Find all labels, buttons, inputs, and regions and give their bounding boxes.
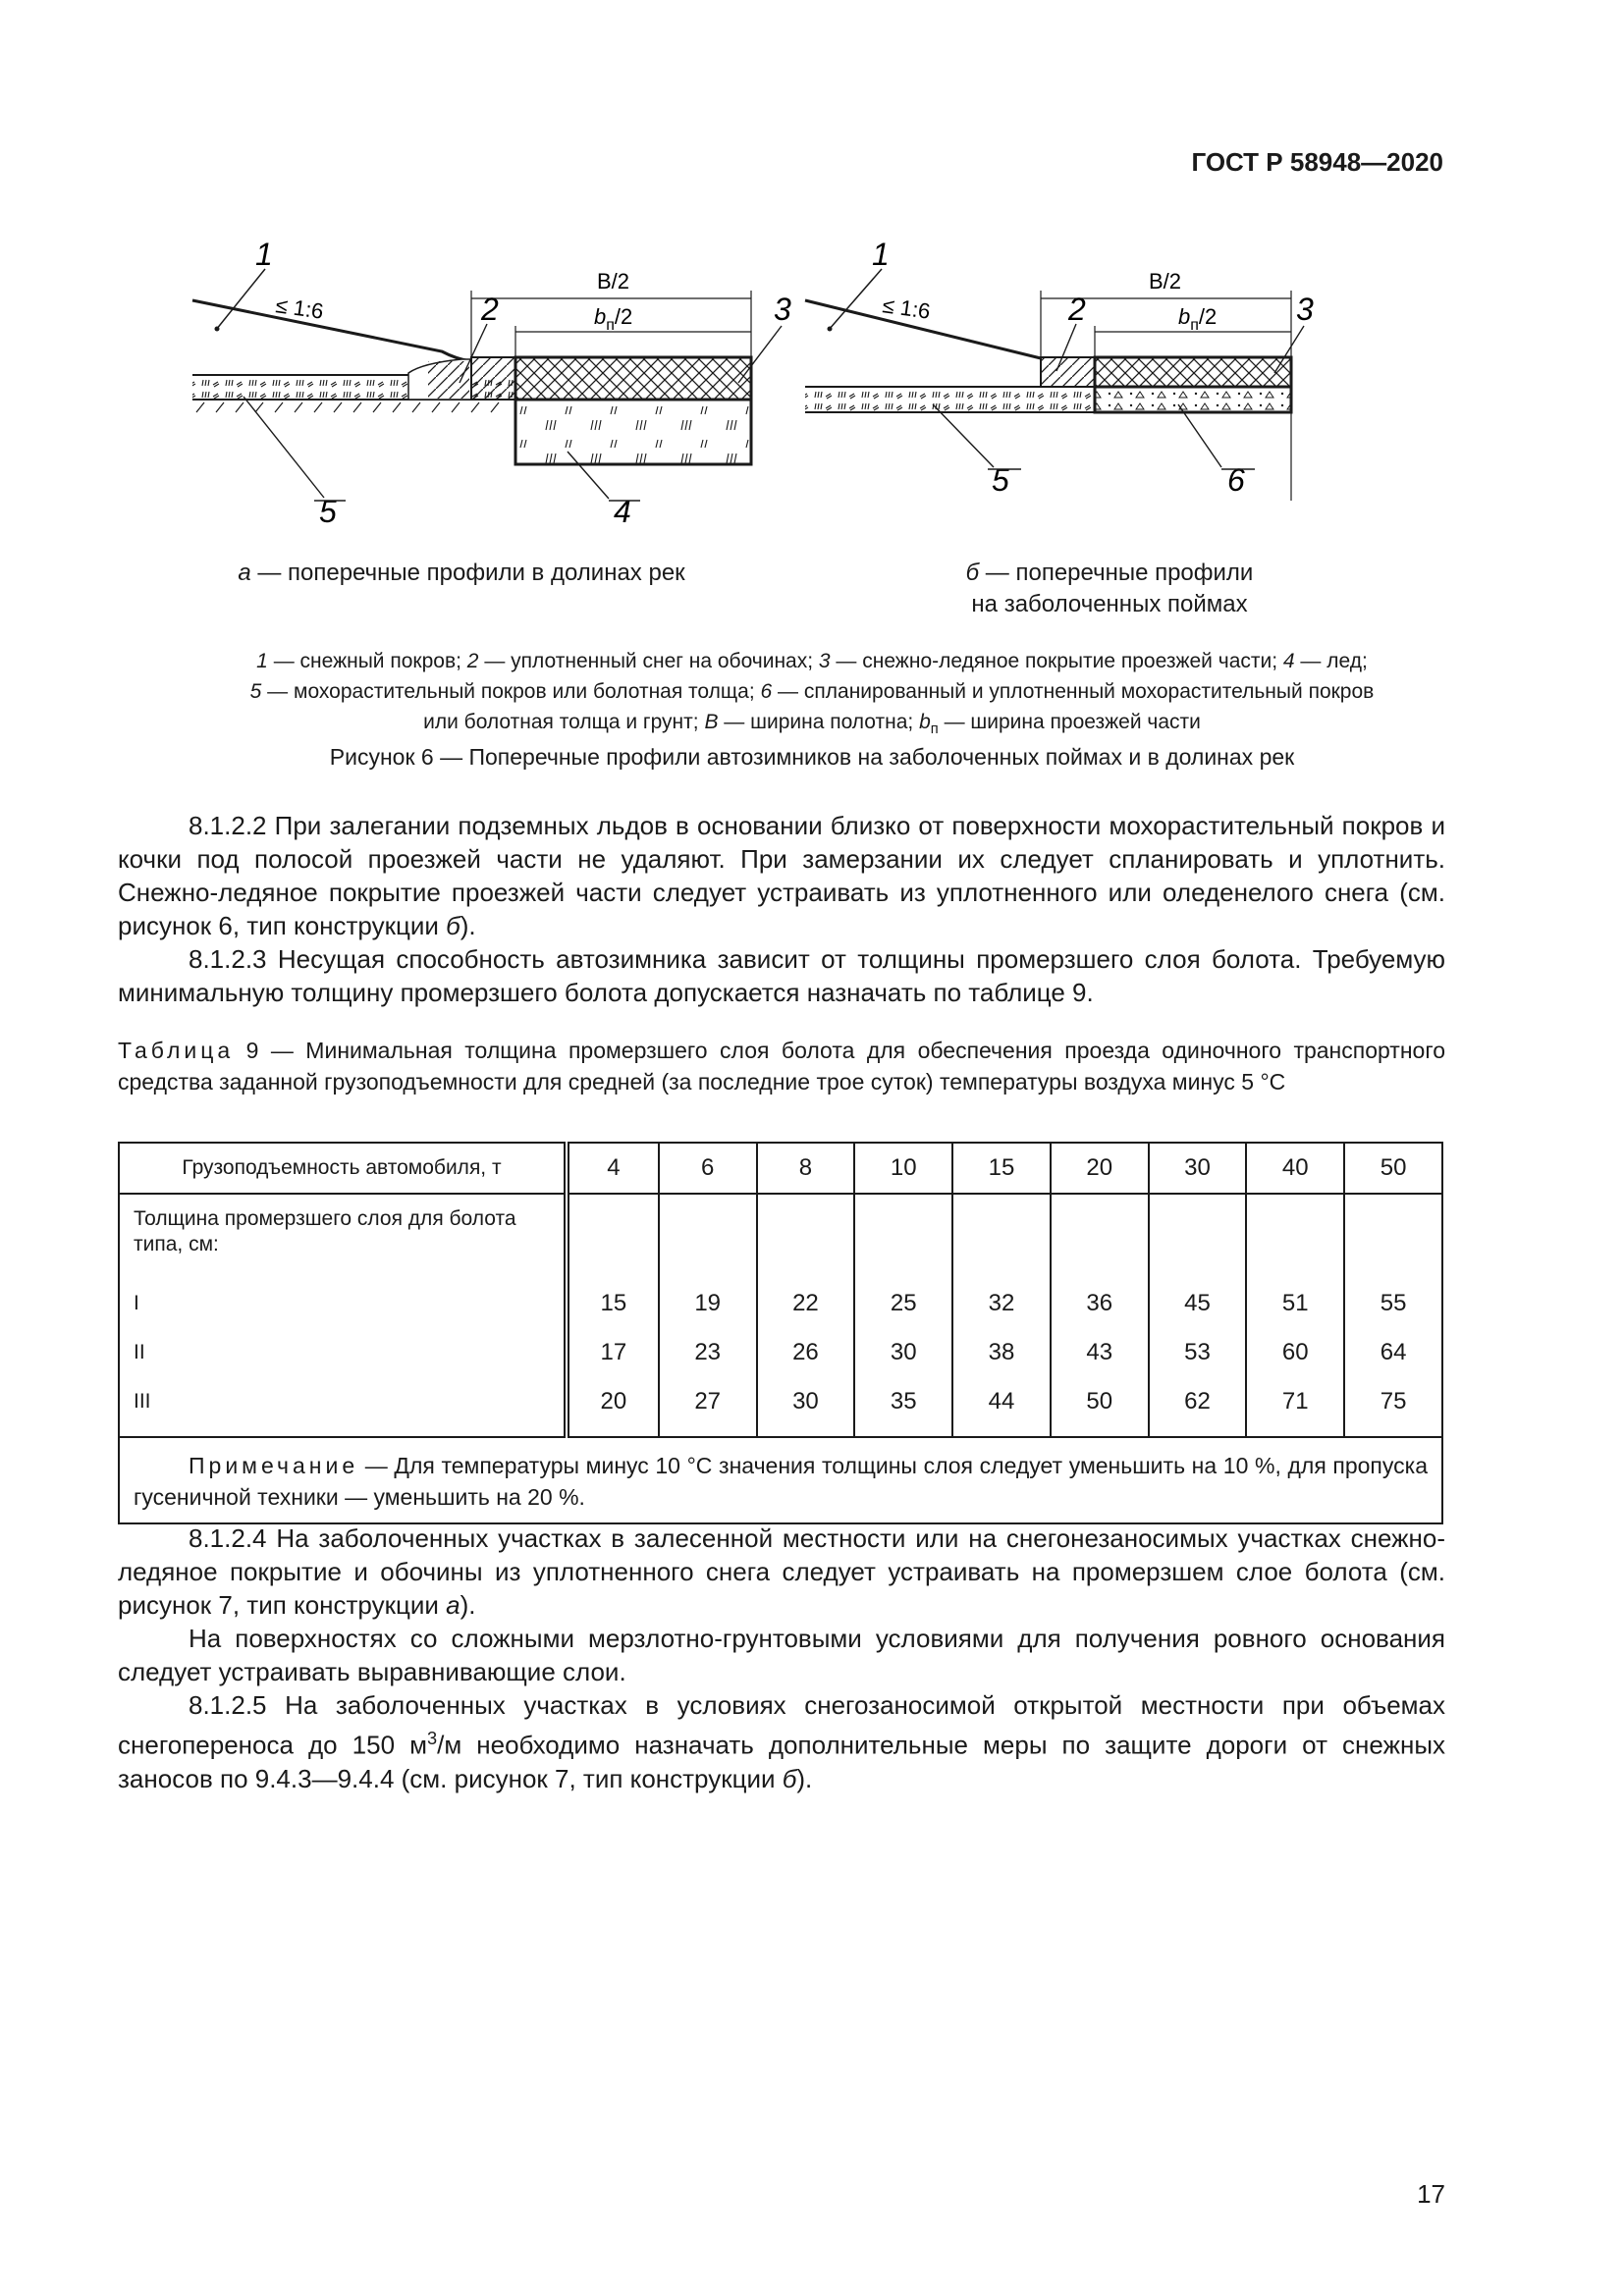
label-2-b: 2 xyxy=(1068,292,1086,327)
row-type-label: III xyxy=(134,1390,151,1413)
p1-text: 8.1.2.2 При залегании подземных льдов в основании близко от поверхности мохорастительный покров и кочки под полосой проезжей части не удаляют. При замерзании их следует спланировать и уплотнить. Снежно-ледяное покрытие проезжей части следует устраивать из уплотненного или оледенелого снега (см. рисунок 6, тип конструкции xyxy=(118,811,1445,940)
note-label: Примечание xyxy=(189,1453,359,1478)
document-header: ГОСТ Р 58948—2020 xyxy=(1191,147,1443,177)
dim-B-half-a: B/2 xyxy=(597,269,630,294)
p3-italic: а xyxy=(446,1590,460,1620)
figure-legend xyxy=(147,646,1477,745)
legend-text: или болотная толща и грунт; xyxy=(423,711,705,733)
value-cell: 62 xyxy=(1184,1388,1211,1415)
value-column xyxy=(1344,1194,1442,1437)
value-cell: 43 xyxy=(1086,1339,1113,1365)
capacity-cell: 8 xyxy=(757,1143,855,1194)
p4-text: На поверхностях со сложными мерзлотно-грунтовыми условиями для получения ровного основания следует устраивать выравнивающие слои. xyxy=(118,1624,1445,1686)
figure-6-diagram xyxy=(177,236,1424,560)
label-1-a: 1 xyxy=(255,237,273,272)
value-cell: 71 xyxy=(1281,1388,1309,1415)
p2-text: 8.1.2.3 Несущая способность автозимника зависит от толщины промерзшего слоя болота. Требуемую минимальную толщину промерзшего болота допускается назначать по таблице 9. xyxy=(118,944,1445,1007)
body-label-cell xyxy=(119,1194,567,1437)
capacity-cell: 50 xyxy=(1344,1143,1442,1194)
value-column xyxy=(1149,1194,1247,1437)
value-cell: 36 xyxy=(1086,1290,1113,1316)
header-label-cell xyxy=(119,1143,567,1194)
dim-b-b-sub: п xyxy=(1190,317,1199,334)
figure-caption-a xyxy=(187,558,736,589)
legend-line-1 xyxy=(147,646,1477,676)
p5-text-b: /м необходимо назначать дополнительные меры по защите дороги от снежных заносов по 9.4.3—9.4.4 (см. рисунок 7, тип конструкции xyxy=(118,1730,1446,1793)
dim-b-a-tail: /2 xyxy=(614,304,633,329)
capacity-cell: 30 xyxy=(1149,1143,1247,1194)
caption-b-letter: б xyxy=(965,560,980,586)
paragraph-8-1-2-3 xyxy=(118,942,1445,1009)
paragraph-relief xyxy=(118,1622,1445,1688)
table-caption-label: Таблица xyxy=(118,1038,235,1063)
legend-text: — мохорастительный покров или болотная толща; xyxy=(261,680,761,703)
legend-line-3 xyxy=(147,707,1477,745)
label-2-a: 2 xyxy=(481,292,499,327)
p3-end: ). xyxy=(460,1590,476,1620)
value-cell: 45 xyxy=(1184,1290,1211,1316)
p1-end: ). xyxy=(460,911,476,940)
label-3-a: 3 xyxy=(774,292,791,327)
dim-b-half-a xyxy=(594,304,632,334)
caption-b-line1-wrap xyxy=(864,558,1355,589)
value-column xyxy=(1051,1194,1149,1437)
caption-a-text: — поперечные профили в долинах рек xyxy=(250,560,685,586)
dim-b-a-letter: b xyxy=(594,304,607,329)
label-5-a: 5 xyxy=(319,494,337,529)
slope-label-b: ≤ 1:6 xyxy=(881,293,933,324)
value-cell: 55 xyxy=(1380,1290,1407,1316)
legend-num: 4 xyxy=(1282,650,1295,672)
legend-text: — снежно-ледяное покрытие проезжей части; xyxy=(830,650,1283,672)
value-cell: 60 xyxy=(1281,1339,1309,1365)
value-cell: 51 xyxy=(1281,1290,1309,1316)
legend-num: 3 xyxy=(818,650,831,672)
value-cell: 20 xyxy=(600,1388,627,1415)
value-cell: 22 xyxy=(792,1290,819,1316)
value-column xyxy=(757,1194,855,1437)
capacity-cell: 4 xyxy=(567,1143,659,1194)
figure-title: Рисунок 6 — Поперечные профили автозимников на заболоченных поймах и в долинах рек xyxy=(329,744,1295,770)
value-column xyxy=(1246,1194,1344,1437)
legend-bn-sub: п xyxy=(930,721,939,738)
row-type-label: I xyxy=(134,1292,139,1314)
header-label: Грузоподъемность автомобиля, т xyxy=(182,1156,502,1179)
value-column xyxy=(854,1194,952,1437)
legend-text: — ширина проезжей части xyxy=(938,711,1201,733)
paragraph-8-1-2-4 xyxy=(118,1522,1445,1622)
value-cell: 75 xyxy=(1380,1388,1407,1415)
legend-text: — ширина полотна; xyxy=(718,711,920,733)
capacity-cell: 15 xyxy=(952,1143,1051,1194)
caption-b-line2: на заболоченных поймах xyxy=(971,591,1248,617)
legend-line-2 xyxy=(147,676,1477,707)
dim-b-half-b xyxy=(1178,304,1217,334)
p1-italic: б xyxy=(446,911,460,940)
value-column xyxy=(659,1194,757,1437)
value-column xyxy=(567,1194,659,1437)
p5-sup: 3 xyxy=(426,1729,438,1748)
table-body-row xyxy=(119,1194,1442,1437)
capacity-cell: 20 xyxy=(1051,1143,1149,1194)
legend-text: — спланированный и уплотненный мохорастительный покров xyxy=(772,680,1375,703)
label-6-b: 6 xyxy=(1227,462,1245,498)
table-9 xyxy=(118,1142,1443,1524)
value-column xyxy=(952,1194,1051,1437)
legend-num: 1 xyxy=(256,650,268,672)
slope-label-a: ≤ 1:6 xyxy=(274,293,326,324)
subheader-text: Толщина промерзшего слоя для болота типа, см: xyxy=(134,1207,516,1255)
p3-text: 8.1.2.4 На заболоченных участках в залесенной местности или на снегонезаносимых участках снежно-ледяное покрытие и обочины из уплотненного снега следует устраивать на промерзшем слое болота (см. рисунок 7, тип конструкции xyxy=(118,1523,1445,1620)
value-cell: 35 xyxy=(890,1388,917,1415)
legend-bn: b xyxy=(919,711,931,733)
note-text: — Для температуры минус 10 °С значения толщины слоя следует уменьшить на 10 %, для пропуска гусеничной техники — уменьшить на 20 %. xyxy=(134,1453,1428,1510)
value-cell: 26 xyxy=(792,1339,819,1365)
value-cell: 44 xyxy=(988,1388,1015,1415)
row-type-label: II xyxy=(134,1341,145,1363)
page-number: 17 xyxy=(1417,2179,1445,2209)
value-cell: 38 xyxy=(988,1339,1015,1365)
value-cell: 53 xyxy=(1184,1339,1211,1365)
p5-italic: б xyxy=(782,1763,797,1793)
table-note-cell xyxy=(119,1437,1442,1523)
label-5-b: 5 xyxy=(992,462,1009,498)
legend-num: 5 xyxy=(249,680,262,703)
table-caption xyxy=(118,1035,1445,1097)
capacity-cell: 10 xyxy=(854,1143,952,1194)
capacity-cell: 6 xyxy=(659,1143,757,1194)
caption-a-letter: а xyxy=(238,560,251,586)
value-cell: 19 xyxy=(694,1290,722,1316)
figure-part-a xyxy=(192,237,791,529)
value-cell: 64 xyxy=(1380,1339,1407,1365)
p5-text-a: 8.1.2.5 На заболоченных участках в условиях снегозаносимой открытой местности при объемах снегопереноса до 150 м xyxy=(118,1690,1445,1760)
value-cell: 17 xyxy=(600,1339,627,1365)
caption-b-line1: — поперечные профили xyxy=(979,560,1254,586)
legend-text: — снежный покров; xyxy=(267,650,467,672)
table-caption-text: 9 — Минимальная толщина промерзшего слоя болота для обеспечения проезда одиночного транспортного средства заданной грузоподъемности для средней (за последние трое суток) температуры воздуха минус 5 °С xyxy=(118,1038,1445,1095)
value-cell: 30 xyxy=(890,1339,917,1365)
value-cell: 30 xyxy=(792,1388,819,1415)
legend-B: B xyxy=(704,711,719,733)
label-3-b: 3 xyxy=(1296,292,1314,327)
legend-num: 6 xyxy=(760,680,773,703)
legend-text: — лед; xyxy=(1294,650,1368,672)
legend-text: — уплотненный снег на обочинах; xyxy=(478,650,819,672)
dim-b-b-tail: /2 xyxy=(1198,304,1218,329)
paragraph-8-1-2-2 xyxy=(118,809,1445,942)
figure-part-b xyxy=(805,237,1314,501)
dim-b-b-letter: b xyxy=(1178,304,1191,329)
p5-end: ). xyxy=(796,1763,813,1793)
value-cell: 23 xyxy=(694,1339,722,1365)
table-note-row xyxy=(119,1437,1442,1523)
label-4-a: 4 xyxy=(614,494,631,529)
figure-caption-b xyxy=(864,558,1355,620)
legend-num: 2 xyxy=(466,650,479,672)
dim-B-half-b: B/2 xyxy=(1149,269,1182,294)
value-cell: 25 xyxy=(890,1290,917,1316)
paragraph-8-1-2-5 xyxy=(118,1688,1445,1795)
capacity-cell: 40 xyxy=(1246,1143,1344,1194)
value-cell: 32 xyxy=(988,1290,1015,1316)
value-cell: 50 xyxy=(1086,1388,1113,1415)
value-cell: 27 xyxy=(694,1388,722,1415)
dim-b-a-sub: п xyxy=(606,317,615,334)
label-1-b: 1 xyxy=(872,237,890,272)
table-header-row xyxy=(119,1143,1442,1194)
value-cell: 15 xyxy=(600,1290,627,1316)
